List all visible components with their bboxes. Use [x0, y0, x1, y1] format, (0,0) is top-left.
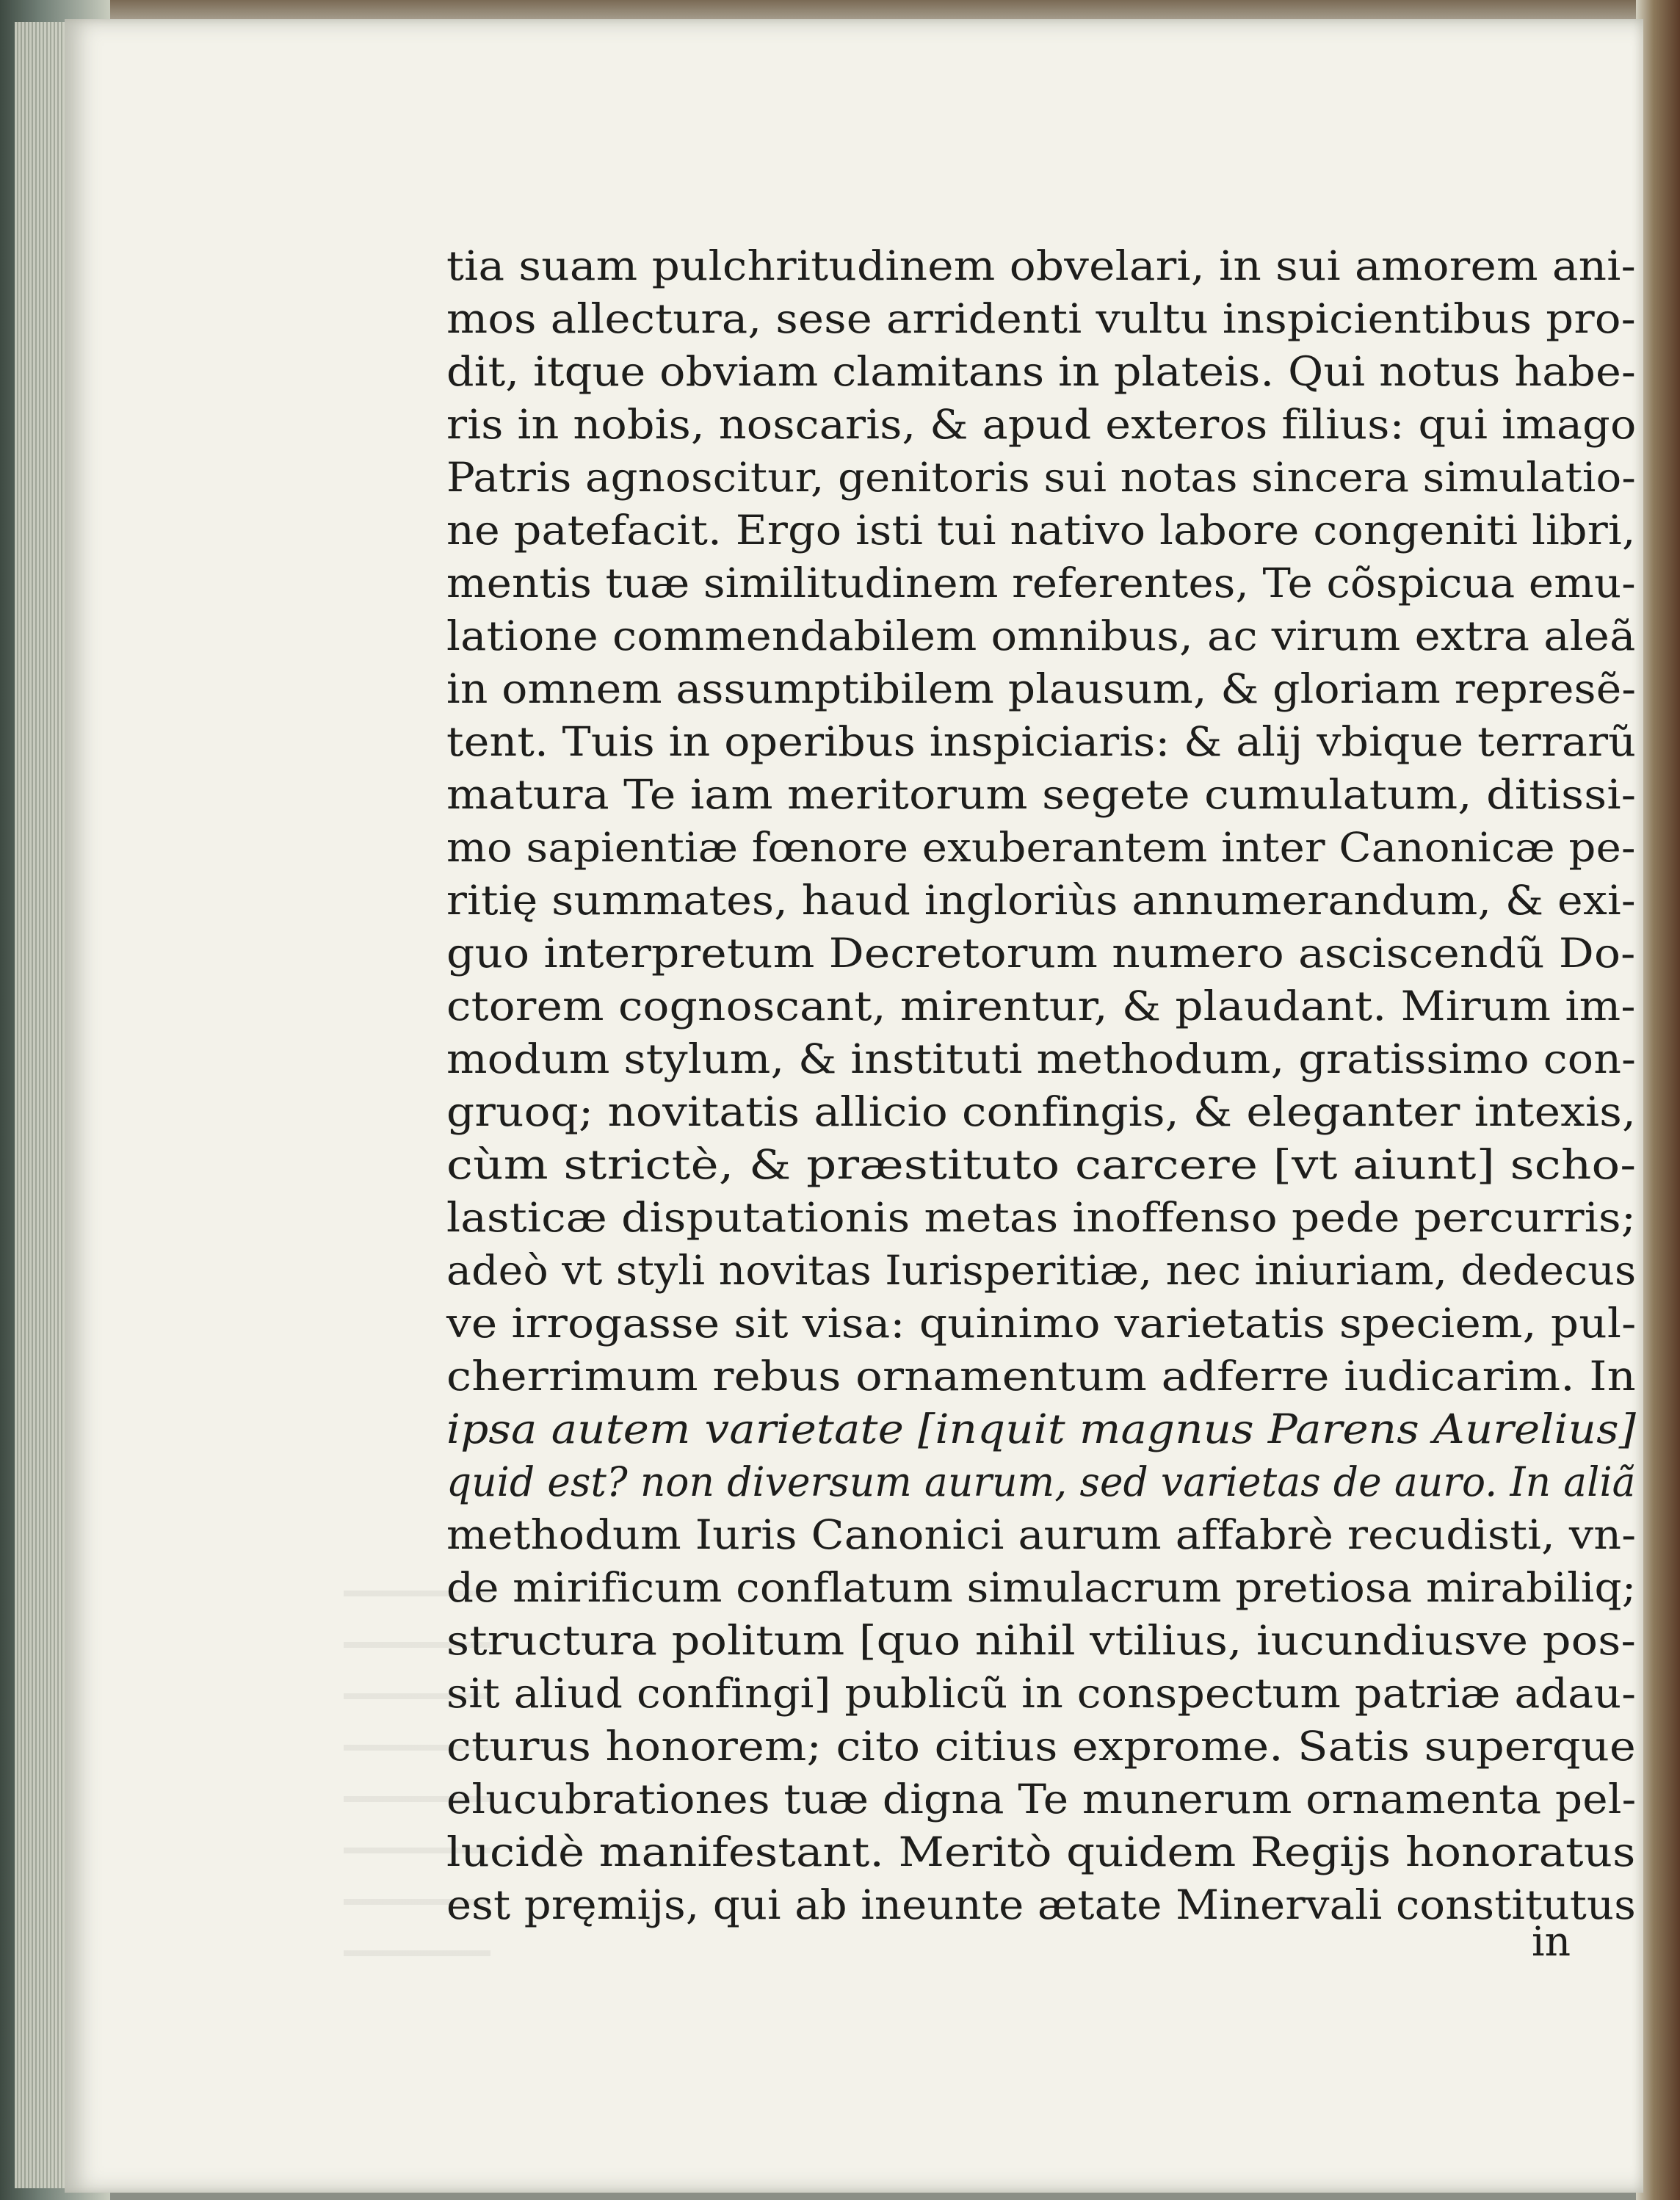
text-line: est pręmijs, qui ab ineunte ætate Minervali constitutus [446, 1881, 1637, 1928]
text-line: modum stylum, & instituti methodum, gratissimo con- [446, 1035, 1637, 1082]
text-line: guo interpretum Decretorum numero asciscendũ Do- [446, 930, 1636, 977]
text-line: ve irrogasse sit visa: quinimo varietatis speciem, pul- [446, 1300, 1637, 1347]
text-line: lucidè manifestant. Meritò quidem Regijs honoratus [446, 1828, 1636, 1875]
text-line: adeò vt styli novitas Iurisperitiæ, nec iniuriam, dedecus [446, 1247, 1637, 1294]
catchword: in [1532, 1918, 1571, 1965]
page-text-block [446, 239, 1636, 1931]
text-line: structura politum [quo nihil vtilius, iucundiusve pos- [446, 1617, 1637, 1664]
text-line: ris in nobis, noscaris, & apud exteros filius: qui imago [446, 401, 1637, 448]
text-line: de mirificum conflatum simulacrum pretiosa mirabiliq; [446, 1564, 1637, 1611]
text-line: lasticæ disputationis metas inoffenso pede percurris; [446, 1194, 1637, 1241]
text-line-italic: quid est? non diversum aurum, sed varietas de auro. In aliã [446, 1458, 1636, 1505]
book-page [65, 19, 1643, 2193]
text-line: ne patefacit. Ergo isti tui nativo labore congeniti libri, [446, 507, 1636, 554]
text-line: methodum Iuris Canonici aurum affabrè recudisti, vn- [446, 1511, 1637, 1558]
text-line: latione commendabilem omnibus, ac virum extra aleã [446, 612, 1636, 659]
text-line: ctorem cognoscant, mirentur, & plaudant. Mirum im- [446, 983, 1636, 1030]
text-line: cùm strictè, & præstituto carcere [vt aiunt] scho- [446, 1141, 1637, 1188]
text-line: tent. Tuis in operibus inspiciaris: & alij vbique terrarũ [446, 718, 1637, 765]
text-line: cherrimum rebus ornamentum adferre iudicarim. In [446, 1353, 1636, 1400]
text-line: gruoq; novitatis allicio confingis, & eleganter intexis, [446, 1088, 1637, 1135]
text-line-italic: ipsa autem varietate [inquit magnus Parens Aurelius] [446, 1405, 1637, 1452]
text-line: Patris agnoscitur, genitoris sui notas sincera simulatio- [446, 454, 1637, 501]
text-line: ritię summates, haud ingloriùs annumerandum, & exi- [446, 877, 1636, 924]
text-line: mo sapientiæ fœnore exuberantem inter Canonicæ pe- [446, 824, 1636, 871]
text-line: mos allectura, sese arridenti vultu inspicientibus pro- [446, 295, 1636, 342]
text-line: cturus honorem; cito citius exprome. Satis superque [446, 1723, 1636, 1770]
text-line: matura Te iam meritorum segete cumulatum, ditissi- [446, 771, 1637, 818]
text-line: dit, itque obviam clamitans in plateis. Qui notus habe- [446, 348, 1637, 395]
text-line: in omnem assumptibilem plausum, & gloriam represẽ- [446, 665, 1637, 712]
text-line: tia suam pulchritudinem obvelari, in sui amorem ani- [446, 242, 1636, 289]
text-line: elucubrationes tuæ digna Te munerum ornamenta pel- [446, 1776, 1637, 1823]
text-line: sit aliud confingi] publicũ in conspectum patriæ adau- [446, 1670, 1637, 1717]
text-line: mentis tuæ similitudinem referentes, Te cõspicua emu- [446, 560, 1636, 607]
